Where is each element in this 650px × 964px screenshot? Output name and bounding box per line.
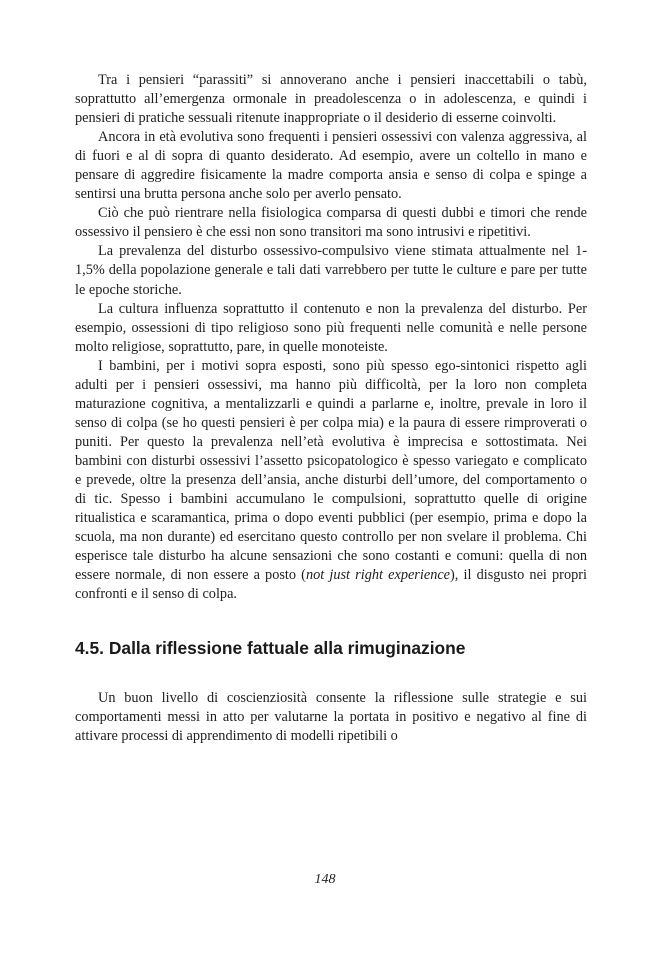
paragraph: Ciò che può rientrare nella fisiologica comparsa di questi dubbi e timori che rende ossessivo il pensiero è che essi non sono transitori ma sono intrusivi e ripetitivi. [75, 205, 587, 241]
page-body [75, 71, 587, 746]
paragraph: Un buon livello di coscienziosità consente la riflessione sulle strategie e sui comportamenti messi in atto per valutarne la portata in positivo e negativo al fine di attivare processi di apprendimento di modelli ripetibili o [75, 690, 587, 745]
paragraph-children [75, 357, 587, 605]
italic-term: not just right experience [305, 567, 451, 584]
paragraph: La cultura influenza soprattutto il contenuto e non la prevalenza del disturbo. Per esempio, ossessioni di tipo religioso sono più frequenti nelle comunità e nelle persone molto religiose, soprattutto, pare, in quelle monoteiste. [75, 300, 587, 355]
paragraph: La prevalenza del disturbo ossessivo-compulsivo viene stimata attualmente nel 1-1,5% della popolazione generale e tali dati varrebbero per tutte le culture e pare per tutte le epoche storiche. [75, 243, 587, 298]
paragraph: Tra i pensieri “parassiti” si annoverano anche i pensieri inaccettabili o tabù, soprattutto all’emergenza ormonale in preadolescenza o in adolescenza, e quindi i pensieri di pratiche sessuali ritenute inappropriate o il desiderio di esserne coinvolti. [75, 72, 587, 127]
paragraph-text: I bambini, per i motivi sopra esposti, sono più spesso ego-sintonici rispetto agli adulti per i pensieri ossessivi, ma hanno più difficoltà, per la loro non completa maturazione cognitiva, a mentalizzarli e quindi a parlarne e, inoltre, prevale in loro il senso di colpa (se ho questi pensieri è per colpa mia) e la paura di essere rimproverati o puniti. Per questo la prevalenza nell’età evolutiva è imprecisa e sottostimata. Nei bambini con disturbi ossessivi l’assetto psicopatologico è spesso variegato e complicato e prevede, oltre la presenza dell’ansia, anche disturbi dell’umore, del comportamento o di tic. Spesso i bambini accumulano le compulsioni, soprattutto quelle di origine ritualistica e scaramantica, prima o dopo eventi pubblici (per esempio, prima e dopo la scuola, ma non durante) ed esercitano questo controllo per non svelare il problema. Chi esperisce tale disturbo ha alcune sensazioni che sono costanti e comuni: quella di non essere normale, di non essere a posto ( [75, 357, 587, 584]
section-heading: 4.5. Dalla riflessione fattuale alla rimuginazione [75, 638, 466, 659]
page-number: 148 [314, 872, 336, 887]
paragraph: Ancora in età evolutiva sono frequenti i pensieri ossessivi con valenza aggressiva, al di fuori e al di sopra di quanto desiderato. Ad esempio, avere un coltello in mano e pensare di aggredire fisicamente la madre comporta ansia e senso di colpa e spinge a sentirsi una brutta persona anche solo per averlo pensato. [75, 129, 587, 203]
paragraph-text: ), il disgusto nei propri confronti e il senso di colpa. [75, 567, 587, 603]
